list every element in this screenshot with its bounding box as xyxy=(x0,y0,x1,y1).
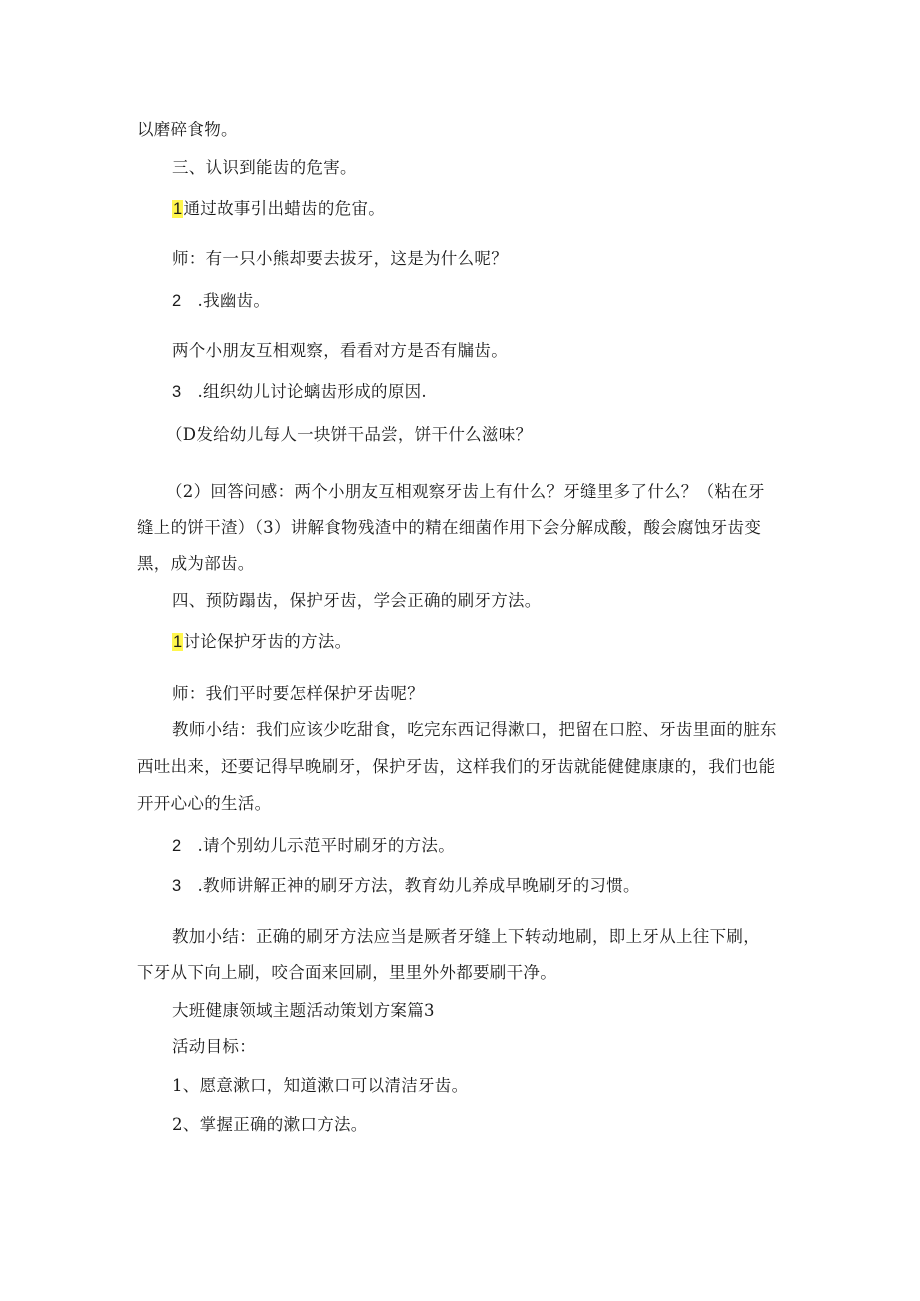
plan-title xyxy=(172,1003,435,1020)
numbered-item xyxy=(172,201,385,218)
line-text: 大班健康领域主题活动策划方案篇3 xyxy=(172,1001,435,1020)
text-line xyxy=(137,796,271,813)
text-line xyxy=(172,251,508,268)
item-number: 3 xyxy=(172,383,182,401)
line-text: 1、愿意漱口，知道漱口可以清洁牙齿。 xyxy=(172,1076,469,1095)
line-text: 开开心心的生活。 xyxy=(137,794,272,813)
line-text: 西吐出来，还要记得早晚刷牙，保护牙齿，这样我们的牙齿就能健健康康的，我们也能 xyxy=(137,757,776,776)
line-text: （2）回答问感：两个小朋友互相观察牙齿上有什么？牙缝里多了什么？（粘在牙 xyxy=(166,482,765,501)
line-text: 活动目标： xyxy=(172,1037,256,1056)
numbered-item xyxy=(172,384,427,401)
line-text: 讨论保护牙齿的方法。 xyxy=(183,632,352,651)
line-text: 四、预防蹋齿，保护牙齿，学会正确的刷牙方法。 xyxy=(172,591,542,610)
line-text: 三、认识到能齿的危害。 xyxy=(172,158,357,177)
line-text: 通过故事引出蜡齿的危宙。 xyxy=(183,199,386,218)
list-item xyxy=(172,1117,368,1134)
text-line xyxy=(137,556,255,573)
text-line xyxy=(172,722,777,739)
line-text: 教师小结：我们应该少吃甜食，吃完东西记得漱口，把留在口腔、牙齿里面的脏东 xyxy=(172,720,777,739)
numbered-item xyxy=(172,634,351,651)
list-item xyxy=(172,1078,468,1095)
text-line xyxy=(172,686,424,703)
item-number: 2 xyxy=(172,837,182,855)
line-text: 以磨碎食物。 xyxy=(137,120,238,139)
numbered-item xyxy=(172,878,640,895)
line-text: 两个小朋友互相观察，看看对方是否有牖齿。 xyxy=(172,341,508,360)
text-line xyxy=(137,965,557,982)
subheading xyxy=(172,1039,256,1056)
line-text: 2、掌握正确的漱口方法。 xyxy=(172,1115,368,1134)
text-line xyxy=(137,759,775,776)
line-text: .教师讲解正神的刷牙方法，教育幼儿养成早晚刷牙的习惯。 xyxy=(197,876,640,895)
item-number: 3 xyxy=(172,877,182,895)
line-text: 师：有一只小熊却要去拔牙，这是为什么呢？ xyxy=(172,249,508,268)
line-text: 黑，成为部齿。 xyxy=(137,554,255,573)
line-text: 缝上的饼干渣）（3）讲解食物残渣中的精在细菌作用下会分解成酸，酸会腐蚀牙齿变 xyxy=(137,518,762,537)
line-text: 下牙从下向上刷，咬合面来回刷，里里外外都要刷干净。 xyxy=(137,963,557,982)
text-line xyxy=(137,122,238,139)
line-text: .我幽齿。 xyxy=(197,291,271,310)
text-line xyxy=(166,484,765,501)
section-heading xyxy=(172,160,357,177)
numbered-item xyxy=(172,293,270,310)
highlighted-marker: 1 xyxy=(173,633,183,651)
highlighted-marker: 1 xyxy=(173,200,183,218)
numbered-item xyxy=(172,838,455,855)
line-text: 师：我们平时要怎样保护牙齿呢？ xyxy=(172,684,424,703)
line-text: 教加小结：正确的刷牙方法应当是厥者牙缝上下转动地刷，即上牙从上往下刷， xyxy=(172,927,760,946)
line-text: .组织幼儿讨论螭齿形成的原因. xyxy=(197,382,427,401)
line-text: .请个别幼儿示范平时刷牙的方法。 xyxy=(197,836,456,855)
text-line xyxy=(172,929,760,946)
line-text: （D发给幼儿每人一块饼干品尝，饼干什么滋味？ xyxy=(166,425,533,444)
item-number: 2 xyxy=(172,292,182,310)
text-line xyxy=(166,427,532,444)
text-line xyxy=(137,520,761,537)
section-heading xyxy=(172,593,542,610)
text-line xyxy=(172,343,508,360)
